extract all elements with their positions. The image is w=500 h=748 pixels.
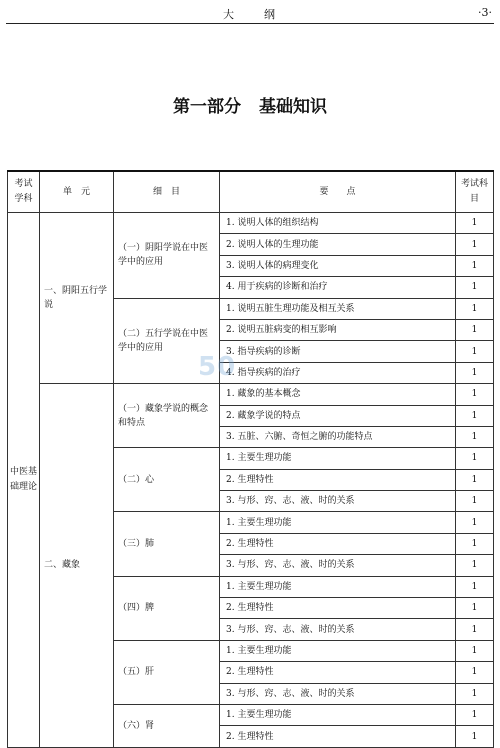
point-cell: 3. 说明人体的病理变化 bbox=[220, 255, 456, 276]
item-cell: （二）心 bbox=[114, 448, 220, 512]
table-row bbox=[8, 384, 494, 405]
header-exam-subject: 考试科目 bbox=[456, 171, 494, 213]
point-cell: 1. 说明人体的组织结构 bbox=[220, 213, 456, 234]
item-cell: （一）藏象学说的概念和特点 bbox=[114, 384, 220, 448]
part-label: 第一部分 bbox=[173, 97, 241, 117]
exam-subject-cell: 1 bbox=[456, 362, 494, 383]
header-points: 要 点 bbox=[220, 171, 456, 213]
exam-subject-cell: 1 bbox=[456, 683, 494, 704]
item-cell: （四）脾 bbox=[114, 576, 220, 640]
exam-subject-cell: 1 bbox=[456, 384, 494, 405]
exam-subject-cell: 1 bbox=[456, 469, 494, 490]
point-cell: 2. 藏象学说的特点 bbox=[220, 405, 456, 426]
point-cell: 2. 说明人体的生理功能 bbox=[220, 234, 456, 255]
point-cell: 2. 生理特性 bbox=[220, 598, 456, 619]
unit-cell: 二、藏象 bbox=[40, 384, 114, 748]
header-subject: 考试学科 bbox=[8, 171, 40, 213]
syllabus-table bbox=[7, 170, 494, 748]
point-cell: 1. 主要生理功能 bbox=[220, 448, 456, 469]
point-cell: 3. 与形、窍、志、液、时的关系 bbox=[220, 491, 456, 512]
exam-subject-cell: 1 bbox=[456, 598, 494, 619]
point-cell: 3. 与形、窍、志、液、时的关系 bbox=[220, 555, 456, 576]
exam-subject-cell: 1 bbox=[456, 298, 494, 319]
point-cell: 3. 与形、窍、志、液、时的关系 bbox=[220, 683, 456, 704]
point-cell: 2. 生理特性 bbox=[220, 726, 456, 747]
item-cell: （二）五行学说在中医学中的应用 bbox=[114, 298, 220, 384]
point-cell: 1. 主要生理功能 bbox=[220, 512, 456, 533]
point-cell: 4. 指导疾病的治疗 bbox=[220, 362, 456, 383]
exam-subject-cell: 1 bbox=[456, 405, 494, 426]
exam-subject-cell: 1 bbox=[456, 640, 494, 661]
point-cell: 1. 主要生理功能 bbox=[220, 704, 456, 725]
item-cell: （一）阴阳学说在中医学中的应用 bbox=[114, 213, 220, 299]
exam-subject-cell: 1 bbox=[456, 704, 494, 725]
page-header bbox=[0, 0, 500, 22]
exam-subject-cell: 1 bbox=[456, 277, 494, 298]
exam-subject-cell: 1 bbox=[456, 555, 494, 576]
page-number: ·3· bbox=[478, 6, 492, 19]
header-item: 细 目 bbox=[114, 171, 220, 213]
point-cell: 1. 藏象的基本概念 bbox=[220, 384, 456, 405]
exam-subject-cell: 1 bbox=[456, 512, 494, 533]
watermark: 50 bbox=[198, 352, 237, 382]
exam-subject-cell: 1 bbox=[456, 576, 494, 597]
exam-subject-cell: 1 bbox=[456, 619, 494, 640]
point-cell: 4. 用于疾病的诊断和治疗 bbox=[220, 277, 456, 298]
point-cell: 1. 主要生理功能 bbox=[220, 576, 456, 597]
header-rule bbox=[6, 23, 494, 24]
point-cell: 2. 生理特性 bbox=[220, 662, 456, 683]
exam-subject-cell: 1 bbox=[456, 255, 494, 276]
point-cell: 3. 指导疾病的诊断 bbox=[220, 341, 456, 362]
exam-subject-cell: 1 bbox=[456, 234, 494, 255]
exam-subject-cell: 1 bbox=[456, 491, 494, 512]
table-row bbox=[8, 213, 494, 234]
exam-subject-cell: 1 bbox=[456, 341, 494, 362]
point-cell: 3. 五脏、六腑、奇恒之腑的功能特点 bbox=[220, 426, 456, 447]
running-title-left: 大 bbox=[223, 8, 236, 21]
point-cell: 1. 说明五脏生理功能及相互关系 bbox=[220, 298, 456, 319]
exam-subject-cell: 1 bbox=[456, 533, 494, 554]
item-cell: （三）肺 bbox=[114, 512, 220, 576]
header-unit: 单 元 bbox=[40, 171, 114, 213]
unit-cell: 一、阴阳五行学说 bbox=[40, 213, 114, 384]
exam-subject-cell: 1 bbox=[456, 213, 494, 234]
point-cell: 2. 生理特性 bbox=[220, 533, 456, 554]
point-cell: 2. 说明五脏病变的相互影响 bbox=[220, 319, 456, 340]
item-cell: （六）肾 bbox=[114, 704, 220, 747]
point-cell: 3. 与形、窍、志、液、时的关系 bbox=[220, 619, 456, 640]
exam-subject-cell: 1 bbox=[456, 662, 494, 683]
exam-subject-cell: 1 bbox=[456, 448, 494, 469]
running-title-right: 纲 bbox=[264, 8, 277, 21]
part-name: 基础知识 bbox=[259, 97, 327, 117]
exam-subject-cell: 1 bbox=[456, 319, 494, 340]
running-title bbox=[0, 6, 500, 22]
table-header-row bbox=[8, 171, 494, 213]
point-cell: 2. 生理特性 bbox=[220, 469, 456, 490]
table-body bbox=[8, 213, 494, 748]
point-cell: 1. 主要生理功能 bbox=[220, 640, 456, 661]
subject-cell: 中医基础理论 bbox=[8, 213, 40, 748]
exam-subject-cell: 1 bbox=[456, 726, 494, 747]
exam-subject-cell: 1 bbox=[456, 426, 494, 447]
part-title bbox=[0, 92, 500, 117]
item-cell: （五）肝 bbox=[114, 640, 220, 704]
